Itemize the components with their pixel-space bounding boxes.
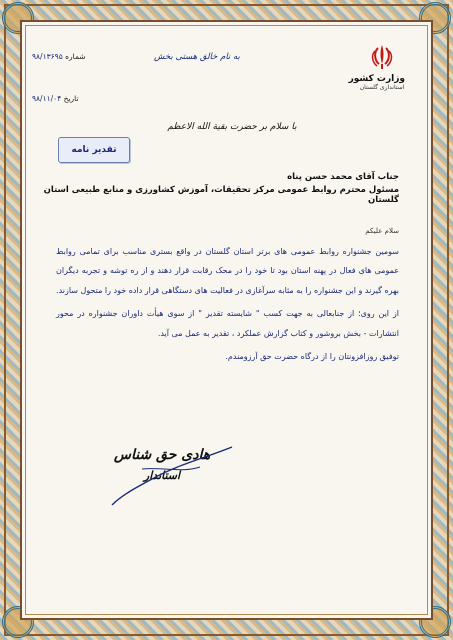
addressee-block — [22, 172, 399, 205]
signatory-name: هادی حق شناس — [113, 447, 211, 463]
addressee-name: جناب آقای محمد حسن پناه — [287, 172, 399, 182]
certificate-title: تقدیر نامه — [58, 137, 130, 163]
iran-emblem-icon — [367, 42, 397, 72]
number-value: ۹۸/۱۳۶۹۵ — [32, 52, 63, 61]
signatory-title: استاندار — [143, 469, 181, 482]
letter-number — [32, 52, 86, 61]
date-label: تاریخ — [63, 94, 79, 103]
header-slogan: به نام خالق هستی بخش — [154, 52, 240, 62]
date-value: ۹۸/۱۱/۰۴ — [32, 94, 62, 103]
ministry-name: وزارت کشور — [348, 74, 405, 84]
letterhead — [348, 42, 405, 91]
province-office: استانداری گلستان — [359, 84, 405, 91]
handwritten-signature-icon — [82, 439, 242, 509]
letter-content — [22, 22, 431, 618]
letter-body — [56, 222, 399, 367]
signature-block — [82, 447, 242, 482]
addressee-position: مسئول محترم روابط عمومی مرکز تحقیقات، آموزش کشاورزی و منابع طبیعی استان گلستان — [43, 185, 399, 205]
body-paragraph-3: توفیق روزافزونتان را از درگاه حضرت حق آرزومندم. — [225, 352, 399, 361]
letter-date — [32, 94, 79, 103]
greeting: سلام علیکم — [365, 227, 399, 235]
number-label: شماره — [65, 52, 86, 61]
body-paragraph-1: سومین جشنواره روابط عمومی های برتر استان گلستان در واقع بستری مناسب برای تمامی روابط عمومی های فعال در پهنه استان بود تا خود را در محک رقابت قرار دهند و از ره توشه و تجربه دیگران بهره گیرند و این جشنواره را به مثابه سرآغازی در فعالیت های دستگاهی قرار داده خود را متحول سازند. — [56, 246, 399, 295]
invocation-line: با سلام بر حضرت بقیة الله الاعظم — [167, 122, 297, 132]
body-paragraph-2: از این روی؛ از جنابعالی به جهت کسب " شایسته تقدیر " از سوی هیأت داوران جشنواره در محور انتشارات - بخش بروشور و کتاب گزارش عملکرد ، تقدیر به عمل می آید. — [56, 309, 399, 338]
